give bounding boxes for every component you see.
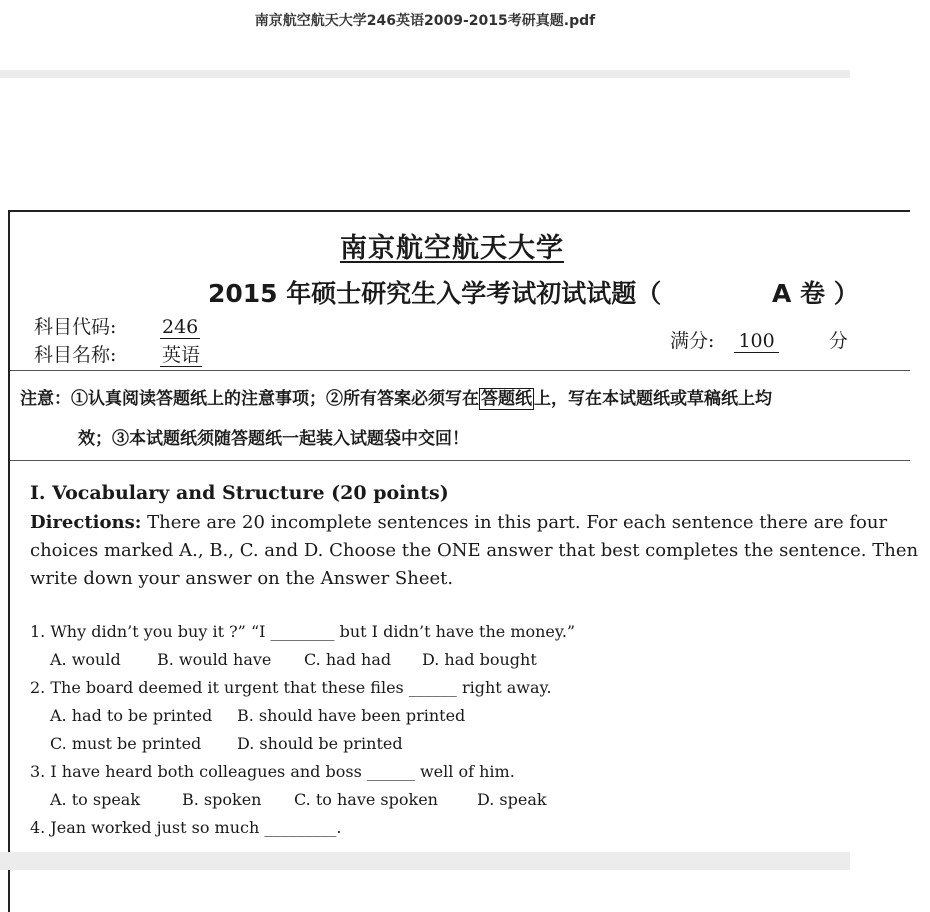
subject-code-row [34, 312, 200, 339]
notice-answer-sheet: 答题纸 [481, 389, 532, 409]
exam-title: 2015 年硕士研究生入学考试初试试题（ [208, 279, 662, 308]
directions-line-3: write down your answer on the Answer Sheet. [30, 568, 454, 589]
score-unit: 分 [828, 330, 848, 352]
directions-line-1 [30, 509, 930, 537]
question-3: 3. I have heard both colleagues and boss ______ well of him. [30, 762, 515, 781]
notice-suffix: 上，写在本试题纸或草稿纸上均 [534, 389, 772, 409]
viewer-header [0, 0, 850, 70]
question-3-option-b: B. spoken [182, 790, 262, 809]
full-score-row [670, 326, 848, 353]
full-score-value: 100 [734, 330, 778, 353]
notice-line-1 [20, 384, 772, 409]
subject-name-label: 科目名称: [34, 344, 117, 366]
notice-line-2: 效；③本试题纸须随答题纸一起装入试题袋中交回！ [78, 429, 469, 449]
viewer-footer-bar [0, 852, 850, 870]
question-3-option-c: C. to have spoken [294, 790, 438, 809]
question-1-option-b: B. would have [157, 650, 272, 669]
subject-name-value: 英语 [162, 344, 201, 366]
question-3-option-a: A. to speak [50, 790, 141, 809]
section-heading: I. Vocabulary and Structure (20 points) [30, 482, 449, 504]
question-1: 1. Why didn’t you buy it ?” “I ________ but I didn’t have the money.” [30, 622, 576, 641]
directions-lead: Directions: [30, 512, 142, 533]
question-2-option-d: D. should be printed [237, 734, 403, 753]
question-3-option-d: D. speak [477, 790, 547, 809]
question-1-option-c: C. had had [304, 650, 392, 669]
question-4: 4. Jean worked just so much _________. [30, 818, 342, 837]
header-divider [0, 70, 850, 78]
document-title: 南京航空航天大学246英语2009-2015考研真题.pdf [254, 13, 596, 29]
header-rule [10, 370, 910, 371]
notice-rule [10, 460, 910, 461]
notice-prefix: 注意：①认真阅读答题纸上的注意事项；②所有答案必须写在 [20, 389, 479, 409]
directions-text-1: There are 20 incomplete sentences in this part. For each sentence there are four [141, 512, 888, 533]
subject-code-label: 科目代码: [34, 316, 117, 338]
question-1-option-d: D. had bought [422, 650, 537, 669]
question-2: 2. The board deemed it urgent that these files ______ right away. [30, 678, 552, 697]
directions [30, 509, 930, 593]
exam-page [8, 210, 919, 912]
paper-label: A 卷 ） [772, 279, 859, 308]
question-2-option-a: A. had to be printed [50, 706, 213, 725]
directions-line-2: choices marked A., B., C. and D. Choose the ONE answer that best completes the sentence. Then [30, 540, 919, 561]
subject-name-row [34, 340, 202, 367]
full-score-label: 满分: [670, 330, 715, 352]
question-2-option-c: C. must be printed [50, 734, 202, 753]
university-name: 南京航空航天大学 [340, 233, 564, 264]
document-viewport[interactable] [0, 78, 919, 852]
question-2-option-b: B. should have been printed [237, 706, 466, 725]
subject-code-value: 246 [162, 316, 199, 338]
question-1-option-a: A. would [50, 650, 121, 669]
